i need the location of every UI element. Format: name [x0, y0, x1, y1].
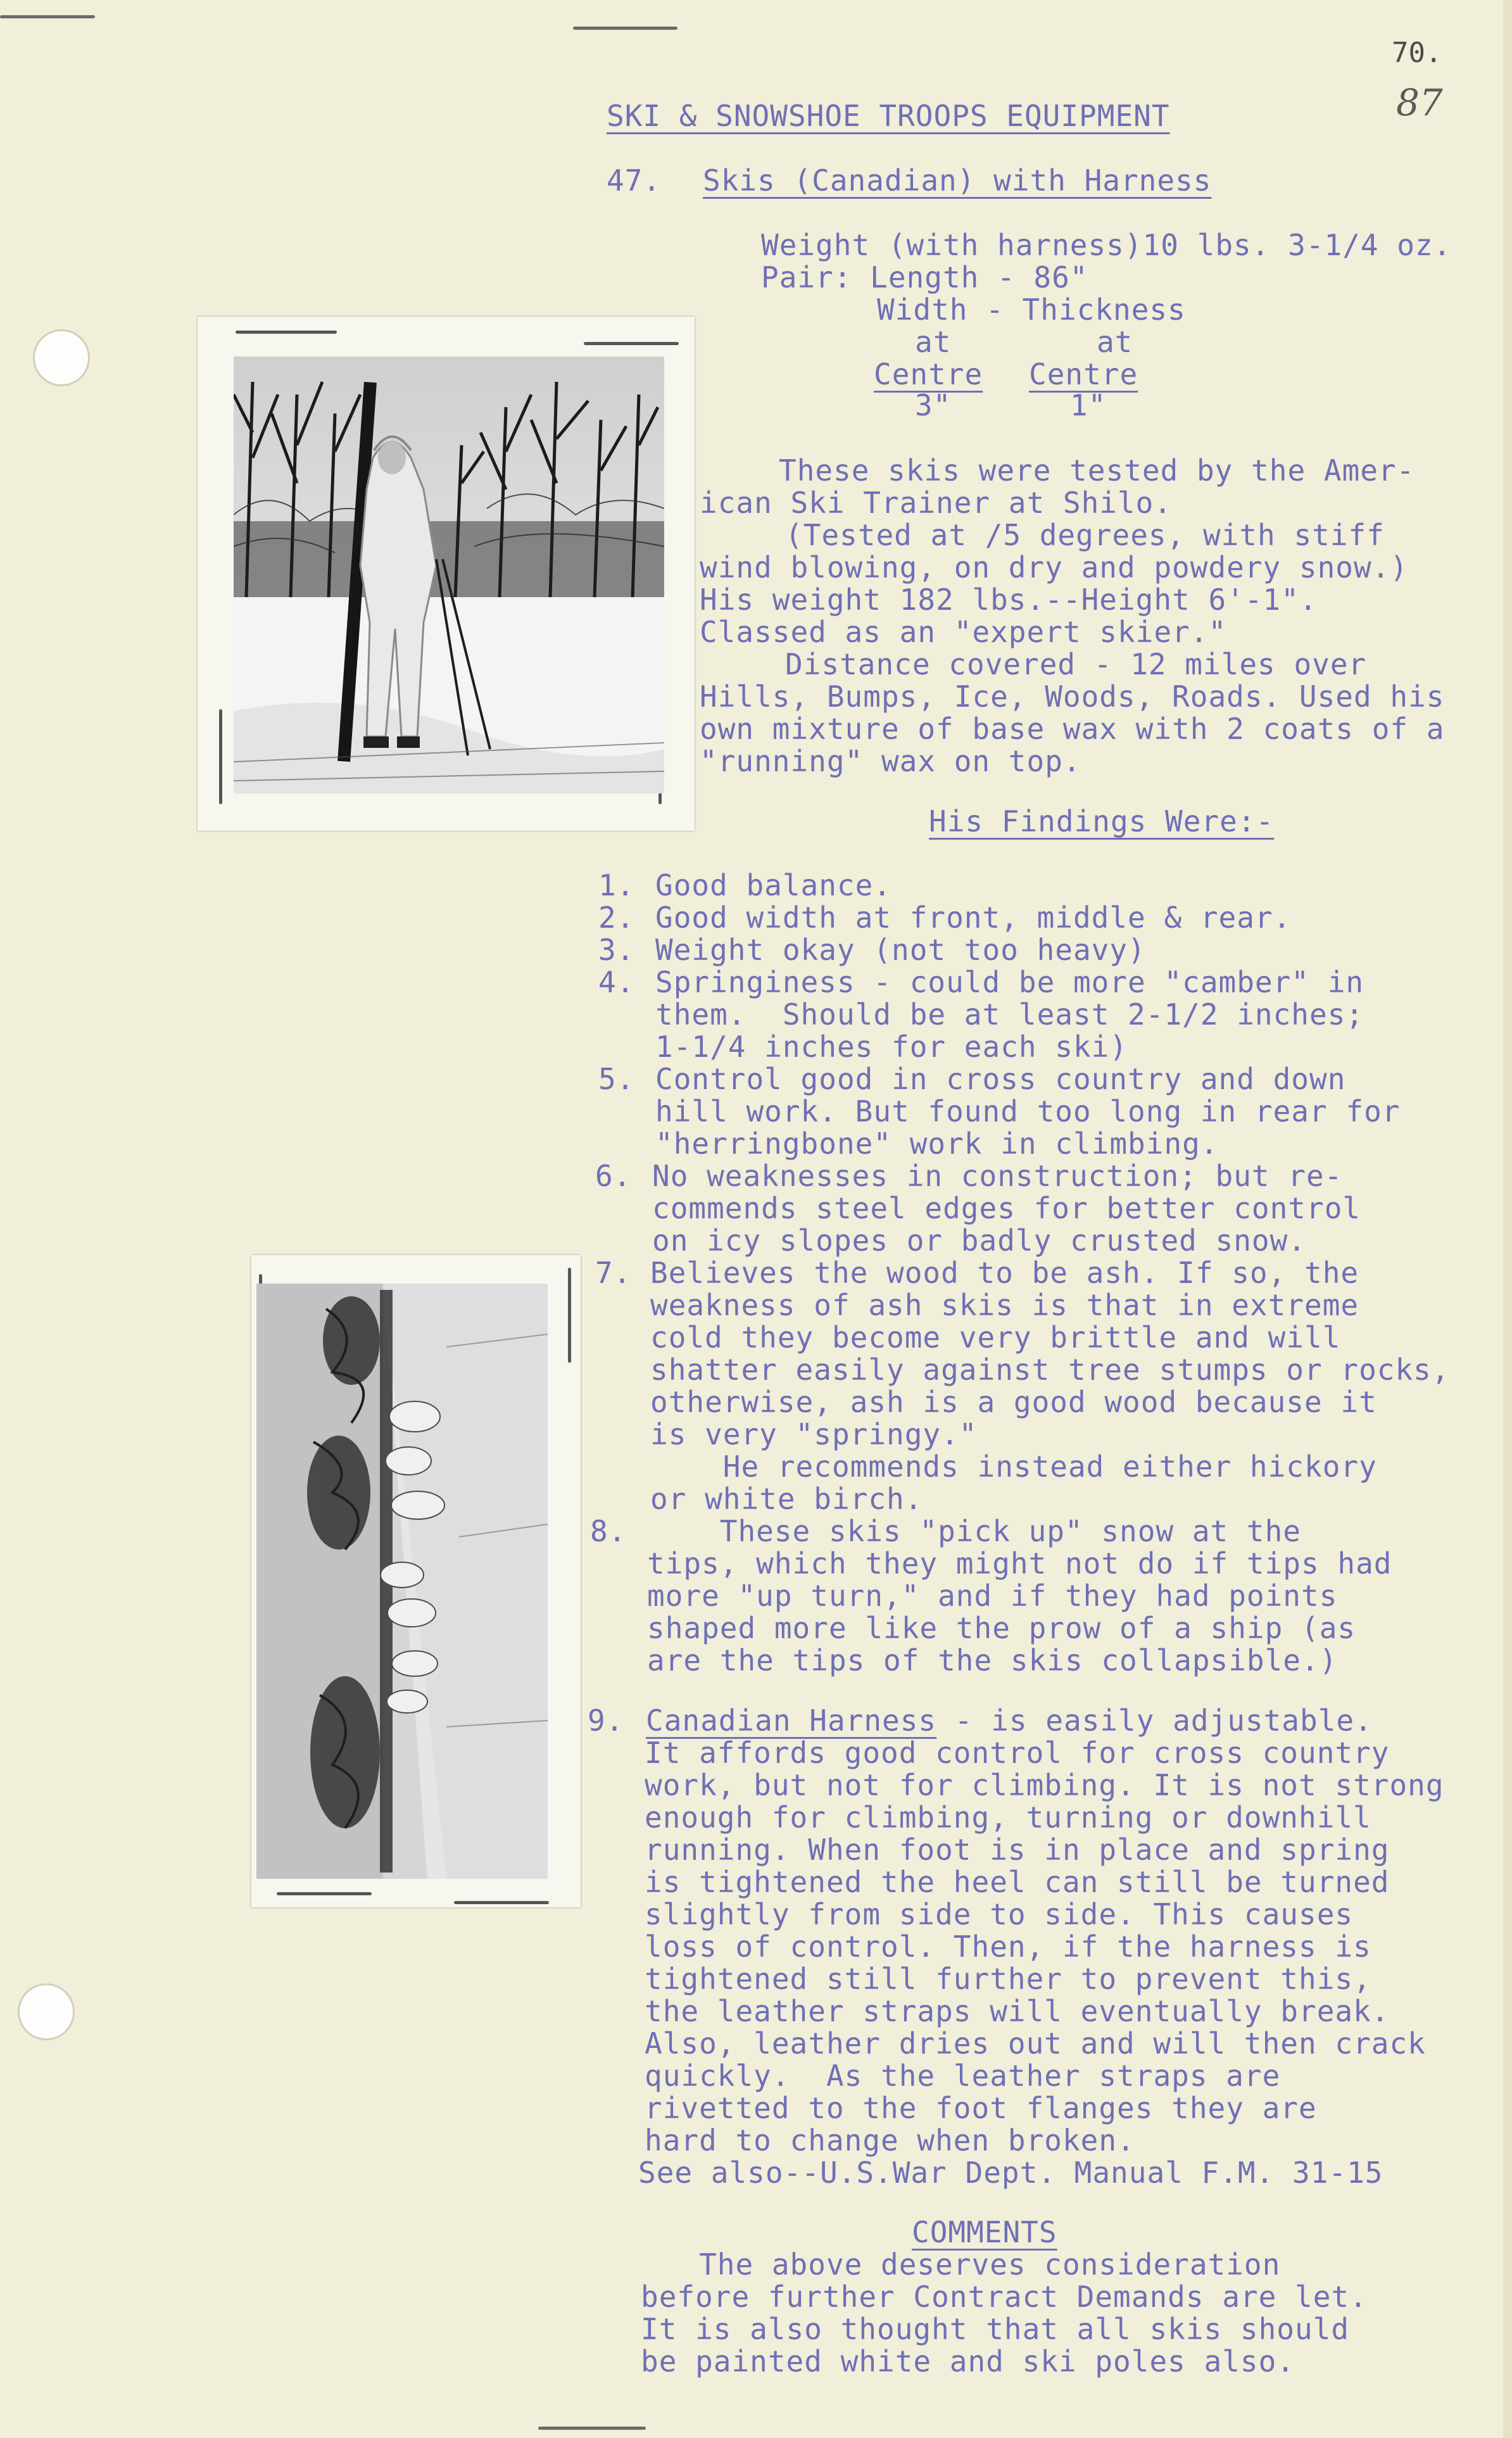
finding-line: more "up turn," and if they had points: [647, 1579, 1338, 1613]
finding-number: 7.: [595, 1256, 632, 1290]
finding-line: or white birch.: [650, 1482, 923, 1516]
spec-width-thickness: Width - Thickness: [877, 293, 1186, 327]
finding-line: Weight okay (not too heavy): [655, 933, 1146, 967]
finding-line: He recommends instead either hickory: [650, 1450, 1377, 1484]
comments-line: before further Contract Demands are let.: [641, 2280, 1368, 2314]
harness-number: 9.: [588, 1703, 624, 1738]
finding-line: "herringbone" work in climbing.: [655, 1127, 1219, 1161]
section-title: SKI & SNOWSHOE TROOPS EQUIPMENT: [607, 99, 1170, 133]
harness-line: loss of control. Then, if the harness is: [645, 1930, 1371, 1964]
intro-line: "running" wax on top.: [700, 744, 1081, 778]
findings-heading: His Findings Were:-: [929, 804, 1275, 838]
intro-line: own mixture of base wax with 2 coats of a: [700, 712, 1445, 746]
staple-bottom-center: [538, 2427, 646, 2430]
staple-top-center: [573, 27, 677, 30]
finding-line: No weaknesses in construction; but re-: [652, 1159, 1343, 1193]
photo-mount-troops: [251, 1255, 581, 1907]
harness-line: slightly from side to side. This causes: [645, 1897, 1354, 1931]
harness-line: is tightened the heel can still be turned: [645, 1865, 1390, 1899]
harness-line: quickly. As the leather straps are: [645, 2059, 1281, 2093]
finding-number: 2.: [598, 900, 635, 935]
harness-line: tightened still further to prevent this,: [645, 1962, 1371, 1996]
finding-line: on icy slopes or badly crusted snow.: [652, 1223, 1306, 1258]
finding-line: weakness of ash skis is that in extreme: [650, 1288, 1359, 1322]
finding-number: 5.: [598, 1062, 635, 1096]
finding-number: 3.: [598, 933, 635, 967]
intro-line: (Tested at /5 degrees, with stiff: [785, 518, 1385, 552]
finding-line: 1-1/4 inches for each ski): [655, 1030, 1128, 1064]
intro-line: These skis were tested by the Amer-: [779, 453, 1415, 488]
finding-line: cold they become very brittle and will: [650, 1320, 1341, 1355]
harness-first-line: [646, 1705, 1373, 1737]
harness-line: work, but not for climbing. It is not strong: [645, 1768, 1444, 1802]
spec-length: Pair: Length - 86": [761, 260, 1088, 294]
finding-line: hill work. But found too long in rear for: [655, 1094, 1401, 1128]
spec-width-value: 3": [915, 388, 952, 422]
spec-weight: Weight (with harness)10 lbs. 3-1/4 oz.: [761, 228, 1452, 262]
intro-line: Hills, Bumps, Ice, Woods, Roads. Used his: [700, 679, 1445, 714]
page-edge: [1503, 0, 1512, 2438]
punch-hole-bottom: [18, 1983, 75, 2040]
finding-number: 1.: [598, 868, 635, 902]
item-number: 47.: [607, 163, 662, 198]
comments-line: be painted white and ski poles also.: [641, 2344, 1295, 2378]
finding-line: is very "springy.": [650, 1417, 978, 1451]
harness-line: Also, leather dries out and will then crack: [645, 2026, 1426, 2061]
item-title: Skis (Canadian) with Harness: [703, 163, 1212, 198]
intro-line: ican Ski Trainer at Shilo.: [700, 486, 1173, 520]
finding-line: are the tips of the skis collapsible.): [647, 1643, 1338, 1677]
spec-centre-width: Centre: [874, 357, 983, 391]
harness-first-rest: - is easily adjustable.: [936, 1703, 1373, 1738]
finding-line: Springiness - could be more "camber" in: [655, 965, 1364, 999]
punch-hole-top: [33, 329, 90, 386]
spec-centre-thickness: Centre: [1029, 357, 1138, 391]
staple-top-left: [0, 15, 95, 18]
comments-line: The above deserves consideration: [645, 2247, 1281, 2282]
page-number: 70.: [1392, 37, 1442, 69]
finding-number: 4.: [598, 965, 635, 999]
harness-line: enough for climbing, turning or downhill: [645, 1800, 1371, 1835]
troops-photo: [256, 1284, 548, 1879]
finding-line: them. Should be at least 2-1/2 inches;: [655, 997, 1364, 1032]
harness-line: running. When foot is in place and spring: [645, 1833, 1390, 1867]
finding-line: Control good in cross country and down: [655, 1062, 1346, 1096]
spec-at-row: at at: [915, 325, 1133, 359]
intro-line: wind blowing, on dry and powdery snow.): [700, 550, 1409, 584]
comments-heading: COMMENTS: [912, 2215, 1057, 2249]
comments-line: It is also thought that all skis should: [641, 2312, 1350, 2346]
finding-line: shatter easily against tree stumps or rocks,: [650, 1353, 1450, 1387]
finding-line: tips, which they might not do if tips had: [647, 1546, 1392, 1581]
intro-line: His weight 182 lbs.--Height 6'-1".: [700, 583, 1318, 617]
harness-line: hard to change when broken.: [645, 2123, 1135, 2157]
spec-thickness-value: 1": [1070, 388, 1107, 422]
finding-line: commends steel edges for better control: [652, 1191, 1361, 1225]
harness-heading: Canadian Harness: [646, 1703, 937, 1738]
finding-number: 6.: [595, 1159, 632, 1193]
finding-line: Believes the wood to be ash. If so, the: [650, 1256, 1359, 1290]
harness-line: rivetted to the foot flanges they are: [645, 2091, 1317, 2125]
finding-line: Good balance.: [655, 868, 892, 902]
photo-mount-skier: [198, 317, 695, 831]
handwritten-number: 87: [1396, 81, 1443, 124]
skier-photo: [234, 357, 664, 793]
harness-line: See also--U.S.War Dept. Manual F.M. 31-15: [638, 2156, 1383, 2190]
harness-line: It affords good control for cross country: [645, 1736, 1390, 1770]
intro-line: Classed as an "expert skier.": [700, 615, 1227, 649]
finding-number: 8.: [590, 1514, 627, 1548]
intro-line: Distance covered - 12 miles over: [785, 647, 1367, 681]
finding-line: Good width at front, middle & rear.: [655, 900, 1292, 935]
finding-line: These skis "pick up" snow at the: [647, 1514, 1301, 1548]
harness-line: the leather straps will eventually break.: [645, 1994, 1390, 2028]
finding-line: shaped more like the prow of a ship (as: [647, 1611, 1356, 1645]
finding-line: otherwise, ash is a good wood because it: [650, 1385, 1377, 1419]
